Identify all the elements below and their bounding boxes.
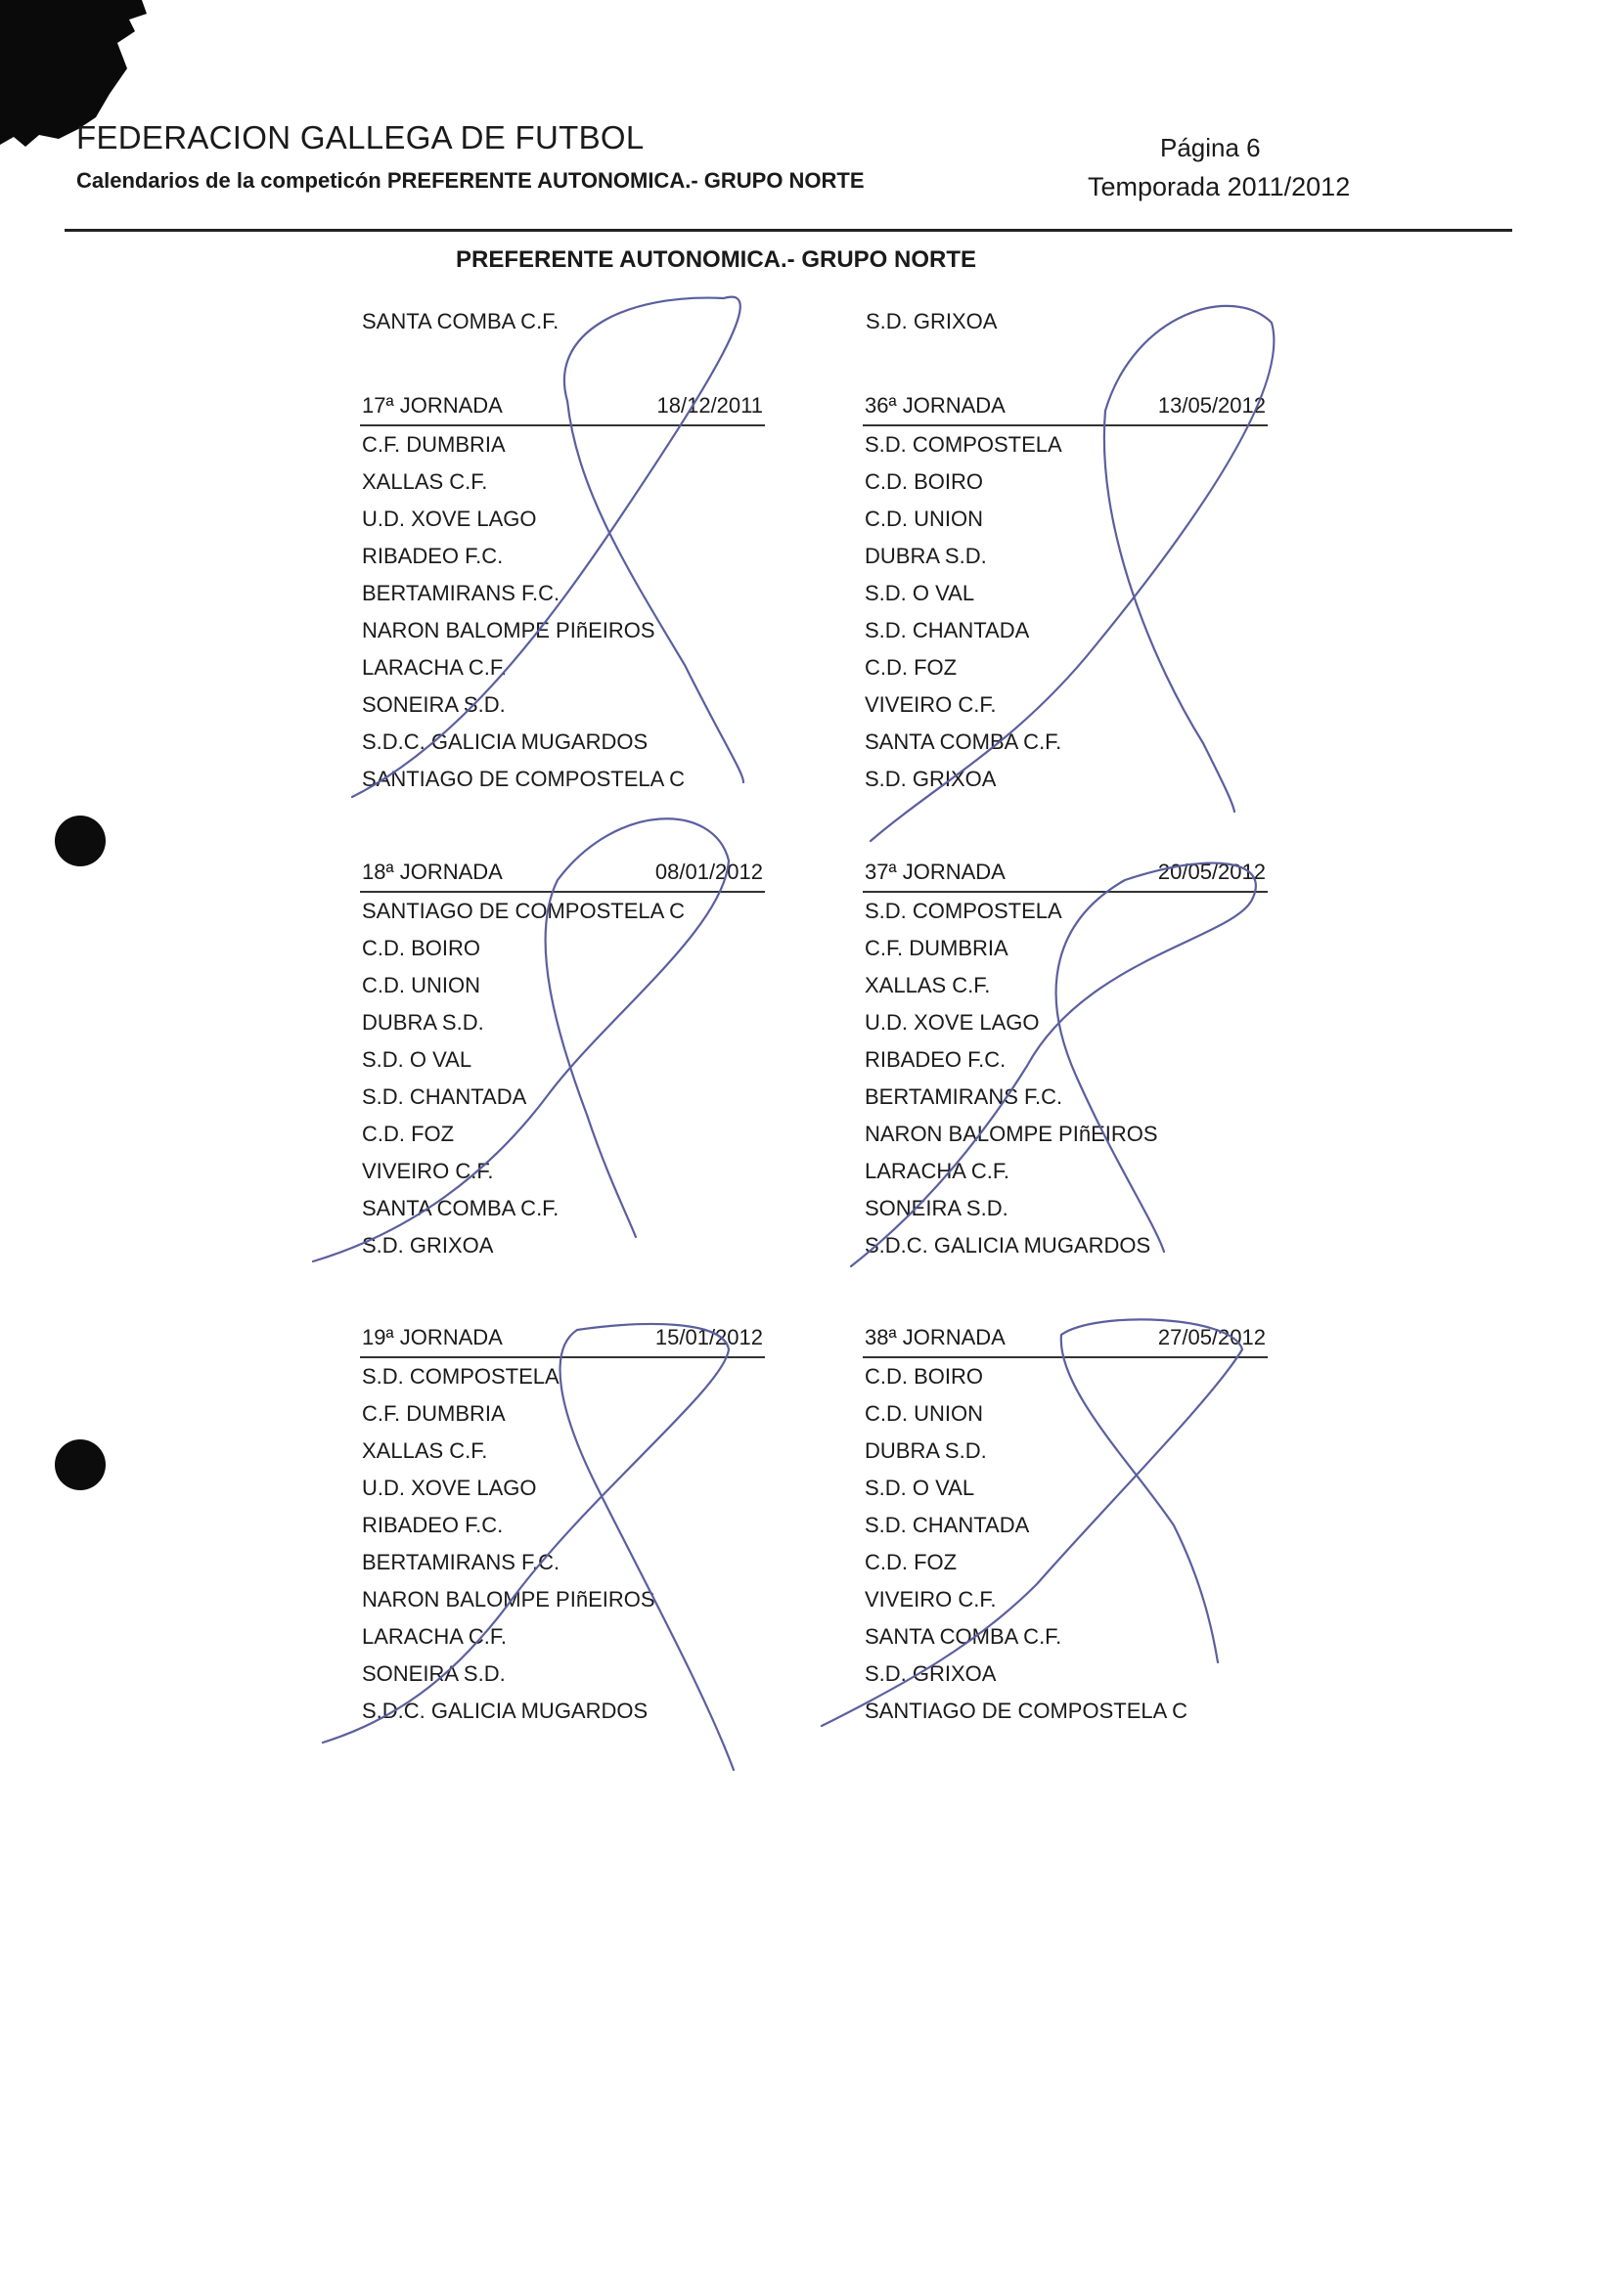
list-item: NARON BALOMPE PIñEIROS bbox=[362, 1587, 655, 1612]
list-item: BERTAMIRANS F.C. bbox=[362, 581, 560, 605]
list-item: SANTIAGO DE COMPOSTELA C bbox=[362, 899, 686, 923]
list-item: XALLAS C.F. bbox=[362, 1438, 488, 1463]
list-item: SANTIAGO DE COMPOSTELA C bbox=[362, 767, 686, 791]
jornada-title: 36ª JORNADA bbox=[865, 393, 1006, 418]
list-item: SANTA COMBA C.F. bbox=[362, 1196, 560, 1220]
list-item: RIBADEO F.C. bbox=[362, 544, 504, 568]
list-item: S.D.C. GALICIA MUGARDOS bbox=[362, 729, 649, 754]
list-item: SANTA COMBA C.F. bbox=[865, 729, 1062, 754]
group-title: PREFERENTE AUTONOMICA.- GRUPO NORTE bbox=[456, 246, 977, 273]
list-item: SONEIRA S.D. bbox=[362, 1661, 506, 1686]
organization-title: FEDERACION GALLEGA DE FUTBOL bbox=[76, 119, 645, 155]
list-item: SANTA COMBA C.F. bbox=[865, 1624, 1062, 1649]
list-item: S.D. GRIXOA bbox=[865, 1661, 997, 1686]
list-item: XALLAS C.F. bbox=[362, 469, 488, 494]
list-item: RIBADEO F.C. bbox=[865, 1047, 1007, 1072]
list-item: VIVEIRO C.F. bbox=[865, 1587, 997, 1612]
list-item: LARACHA C.F. bbox=[362, 655, 507, 680]
list-item: DUBRA S.D. bbox=[865, 544, 987, 568]
list-item: XALLAS C.F. bbox=[865, 973, 991, 997]
list-item: BERTAMIRANS F.C. bbox=[865, 1084, 1063, 1109]
list-item: C.D. FOZ bbox=[362, 1122, 455, 1146]
list-item: S.D. COMPOSTELA bbox=[362, 1364, 560, 1389]
list-item: C.D. FOZ bbox=[865, 1550, 958, 1574]
list-item: S.D. COMPOSTELA bbox=[865, 432, 1062, 457]
jornada-date: 08/01/2012 bbox=[654, 860, 763, 884]
list-item: LARACHA C.F. bbox=[865, 1159, 1009, 1183]
list-item: SONEIRA S.D. bbox=[362, 692, 506, 717]
jornada-date: 20/05/2012 bbox=[1157, 860, 1266, 884]
jornada-date: 13/05/2012 bbox=[1157, 393, 1266, 418]
list-item: S.D. GRIXOA bbox=[865, 767, 997, 791]
list-item: LARACHA C.F. bbox=[362, 1624, 507, 1649]
document-subtitle: Calendarios de la competicón PREFERENTE AUTONOMICA.- GRUPO NORTE bbox=[76, 168, 865, 193]
season-label: Temporada 2011/2012 bbox=[1088, 172, 1351, 201]
jornada-title: 37ª JORNADA bbox=[865, 860, 1006, 884]
list-item: C.D. BOIRO bbox=[865, 469, 984, 494]
list-item: C.D. BOIRO bbox=[865, 1364, 984, 1389]
list-item: C.D. UNION bbox=[362, 973, 480, 997]
jornada-title: 38ª JORNADA bbox=[865, 1325, 1006, 1349]
list-item: S.D. CHANTADA bbox=[362, 1084, 527, 1109]
list-item: S.D.C. GALICIA MUGARDOS bbox=[362, 1699, 649, 1723]
list-item: C.D. UNION bbox=[865, 507, 983, 531]
list-item: S.D. O VAL bbox=[865, 1476, 975, 1500]
list-item: DUBRA S.D. bbox=[865, 1438, 987, 1463]
page-number: Página 6 bbox=[1160, 133, 1261, 162]
list-item: C.D. UNION bbox=[865, 1401, 983, 1426]
jornada-date: 15/01/2012 bbox=[654, 1325, 763, 1349]
list-item: C.D. FOZ bbox=[865, 655, 958, 680]
jornada-date: 18/12/2011 bbox=[656, 393, 763, 418]
team-left-label: SANTA COMBA C.F. bbox=[362, 309, 560, 333]
list-item: U.D. XOVE LAGO bbox=[865, 1010, 1040, 1035]
list-item: NARON BALOMPE PIñEIROS bbox=[362, 618, 655, 642]
list-item: S.D.C. GALICIA MUGARDOS bbox=[865, 1233, 1151, 1258]
list-item: SANTIAGO DE COMPOSTELA C bbox=[865, 1699, 1188, 1723]
jornada-title: 17ª JORNADA bbox=[362, 393, 503, 418]
list-item: RIBADEO F.C. bbox=[362, 1513, 504, 1537]
list-item: VIVEIRO C.F. bbox=[362, 1159, 494, 1183]
list-item: NARON BALOMPE PIñEIROS bbox=[865, 1122, 1158, 1146]
list-item: U.D. XOVE LAGO bbox=[362, 507, 537, 531]
list-item: S.D. CHANTADA bbox=[865, 1513, 1030, 1537]
list-item: U.D. XOVE LAGO bbox=[362, 1476, 537, 1500]
list-item: S.D. CHANTADA bbox=[865, 618, 1030, 642]
list-item: SONEIRA S.D. bbox=[865, 1196, 1008, 1220]
list-item: C.F. DUMBRIA bbox=[865, 936, 1008, 960]
list-item: S.D. O VAL bbox=[865, 581, 975, 605]
list-item: C.D. BOIRO bbox=[362, 936, 481, 960]
list-item: C.F. DUMBRIA bbox=[362, 1401, 506, 1426]
list-item: S.D. O VAL bbox=[362, 1047, 472, 1072]
list-item: S.D. COMPOSTELA bbox=[865, 899, 1062, 923]
jornada-title: 18ª JORNADA bbox=[362, 860, 503, 884]
list-item: VIVEIRO C.F. bbox=[865, 692, 997, 717]
jornada-title: 19ª JORNADA bbox=[362, 1325, 503, 1349]
list-item: BERTAMIRANS F.C. bbox=[362, 1550, 560, 1574]
team-right-label: S.D. GRIXOA bbox=[866, 309, 998, 333]
list-item: S.D. GRIXOA bbox=[362, 1233, 494, 1258]
list-item: C.F. DUMBRIA bbox=[362, 432, 506, 457]
list-item: DUBRA S.D. bbox=[362, 1010, 484, 1035]
jornada-date: 27/05/2012 bbox=[1157, 1325, 1266, 1349]
